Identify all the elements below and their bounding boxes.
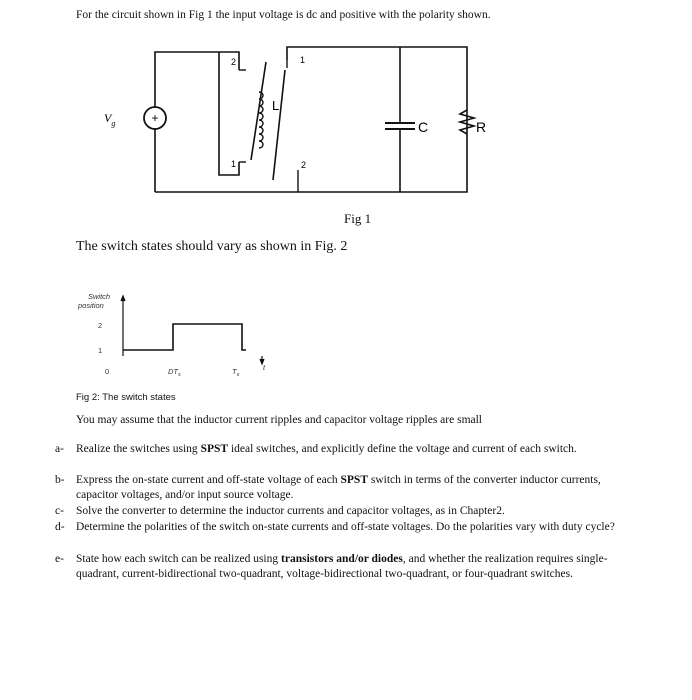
question-c: c- Solve the converter to determine the inductor currents and capacitor voltages, as in Chapter2. [55, 505, 505, 517]
intro-text: For the circuit shown in Fig 1 the input voltage is dc and positive with the polarity shown. [76, 9, 491, 21]
switch-waveform [72, 286, 292, 386]
resistor-label: R [476, 119, 487, 135]
question-marker: c- [55, 505, 64, 517]
question-a: a- Realize the switches using SPST ideal switches, and explicitly define the voltage and current of each switch. [55, 443, 577, 455]
svg-text:position: position [78, 301, 104, 310]
question-marker: b- [55, 474, 65, 486]
svg-text:1: 1 [98, 346, 103, 355]
question-b: b- Express the on-state current and off-state voltage of each SPST switch in terms of the converter inductor currents, capacitor voltages, and/or input source voltage. [55, 474, 601, 501]
svg-text:1: 1 [231, 159, 237, 169]
fig1-caption: Fig 1 [344, 211, 372, 226]
question-d: d- Determine the polarities of the switch on-state currents and off-state voltages. Do the polarities vary with duty cycle? [55, 521, 615, 533]
svg-text:2: 2 [301, 160, 307, 170]
circuit-diagram [60, 30, 487, 205]
question-e: e- State how each switch can be realized using transistors and/or diodes, and whether the realization requires single-quadrant, current-bidirectional two-quadrant, voltage-bidirectional two-quadrant, or four-quadrant switches. [55, 553, 608, 580]
svg-text:Switch: Switch [88, 292, 111, 301]
svg-text:DTs: $DT_s$ [168, 367, 181, 378]
svg-text:t: t [263, 363, 266, 372]
assumption-text: You may assume that the inductor current ripples and capacitor voltage ripples are small [76, 414, 483, 426]
question-marker: e- [55, 553, 64, 565]
svg-text:0: 0 [105, 367, 110, 376]
svg-text:2: 2 [231, 57, 237, 67]
capacitor-label: C [418, 119, 429, 135]
question-marker: d- [55, 521, 65, 533]
svg-text:Ts: $T_s$ [232, 367, 240, 378]
source-label: $V_g$ [104, 111, 116, 128]
svg-text:2: 2 [98, 321, 103, 330]
source-plus: + [151, 111, 159, 125]
question-marker: a- [55, 443, 64, 455]
inductor-label: L [272, 98, 280, 113]
switch-2 [273, 55, 306, 192]
fig2-caption: Fig 2: The switch states [76, 392, 176, 403]
waveform-trace [123, 324, 246, 350]
svg-text:1: 1 [300, 55, 306, 65]
switch-states-text: The switch states should vary as shown in Fig. 2 [76, 239, 348, 254]
